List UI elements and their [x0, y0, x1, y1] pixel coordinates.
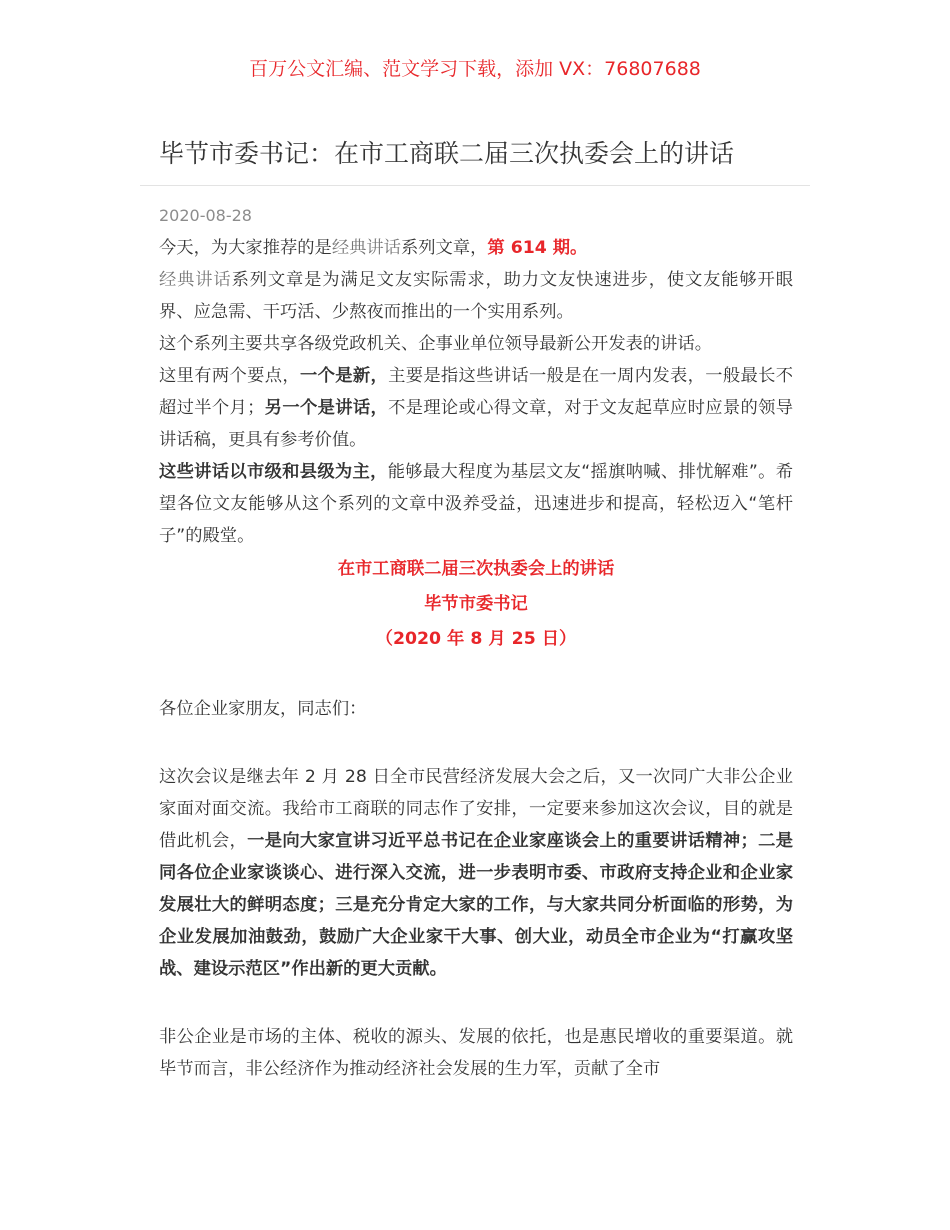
- intro-text: 今天，为大家推荐的是: [159, 238, 332, 258]
- series-link[interactable]: 经典讲话: [331, 238, 401, 258]
- intro-text: 能够最大程度为基层文友“摇旗呐喊、排忧解难”。希望各位文友能够从这个系列的文章中汲养受益，迅速进步和提高，轻松迈入“笔杆子”的殿堂。: [159, 462, 793, 546]
- emphasis-text: 另一个是讲话，: [264, 398, 389, 418]
- speech-greeting: 各位企业家朋友，同志们：: [159, 699, 367, 719]
- intro-paragraph-1: [159, 232, 793, 264]
- emphasis-text: 这些讲话以市级和县级为主，: [159, 462, 388, 482]
- issue-number: 第 614 期。: [487, 238, 588, 258]
- spacer: [159, 725, 793, 761]
- intro-text: 主要是指这些讲话一般是在一周内发表，一般最长不超过半个月；: [159, 366, 793, 418]
- spacer: [159, 985, 793, 1021]
- series-link[interactable]: 经典讲话: [159, 270, 232, 290]
- intro-paragraph-4: [159, 360, 793, 456]
- intro-paragraph-5: [159, 456, 793, 552]
- intro-paragraph-2: [159, 264, 793, 328]
- header-banner: 百万公文汇编、范文学习下载，添加 VX：76807688: [249, 58, 701, 80]
- intro-text: 系列文章，: [400, 238, 488, 258]
- speech-title: 在市工商联二届三次执委会上的讲话: [337, 559, 615, 579]
- intro-text: 不是理论或心得文章，对于文友起草应时应景的领导讲话稿，更具有参考价值。: [159, 398, 793, 450]
- intro-text: 系列文章是为满足文友实际需求，助力文友快速进步，使文友能够开眼界、应急需、干巧活、少熬夜而推出的一个实用系列。: [159, 270, 793, 322]
- speech-paragraph-1: [159, 761, 793, 985]
- article-body: [159, 200, 793, 1085]
- intro-text: 这里有两个要点，: [159, 366, 300, 386]
- article-title: 毕节市委书记：在市工商联二届三次执委会上的讲话: [159, 139, 735, 168]
- spacer: [159, 657, 793, 693]
- title-divider: [140, 185, 810, 186]
- speech-date: （2020 年 8 月 25 日）: [375, 629, 577, 649]
- intro-paragraph-3: 这个系列主要共享各级党政机关、企事业单位领导最新公开发表的讲话。: [159, 334, 713, 354]
- speech-text: 这次会议是继去年 2 月 28 日全市民营经济发展大会之后，又一次同广大非公企业家面对面交流。我给市工商联的同志作了安排，一定要来参加这次会议，目的就是借此机会，: [159, 767, 793, 851]
- emphasis-text: 一是向大家宣讲习近平总书记在企业家座谈会上的重要讲话精神；二是同各位企业家谈谈心、进行深入交流，进一步表明市委、市政府支持企业和企业家发展壮大的鲜明态度；三是充分肯定大家的工作，与大家共同分析面临的形势，为企业发展加油鼓劲，鼓励广大企业家干大事、创大业，动员全市企业为“打赢攻坚战、建设示范区”作出新的更大贡献。: [159, 831, 793, 979]
- emphasis-text: 一个是新，: [299, 366, 389, 386]
- speech-paragraph-2: 非公企业是市场的主体、税收的源头、发展的依托，也是惠民增收的重要渠道。就毕节而言，非公经济作为推动经济社会发展的生力军，贡献了全市: [159, 1027, 793, 1079]
- speech-speaker: 毕节市委书记: [424, 594, 528, 614]
- publish-date: 2020-08-28: [159, 206, 252, 225]
